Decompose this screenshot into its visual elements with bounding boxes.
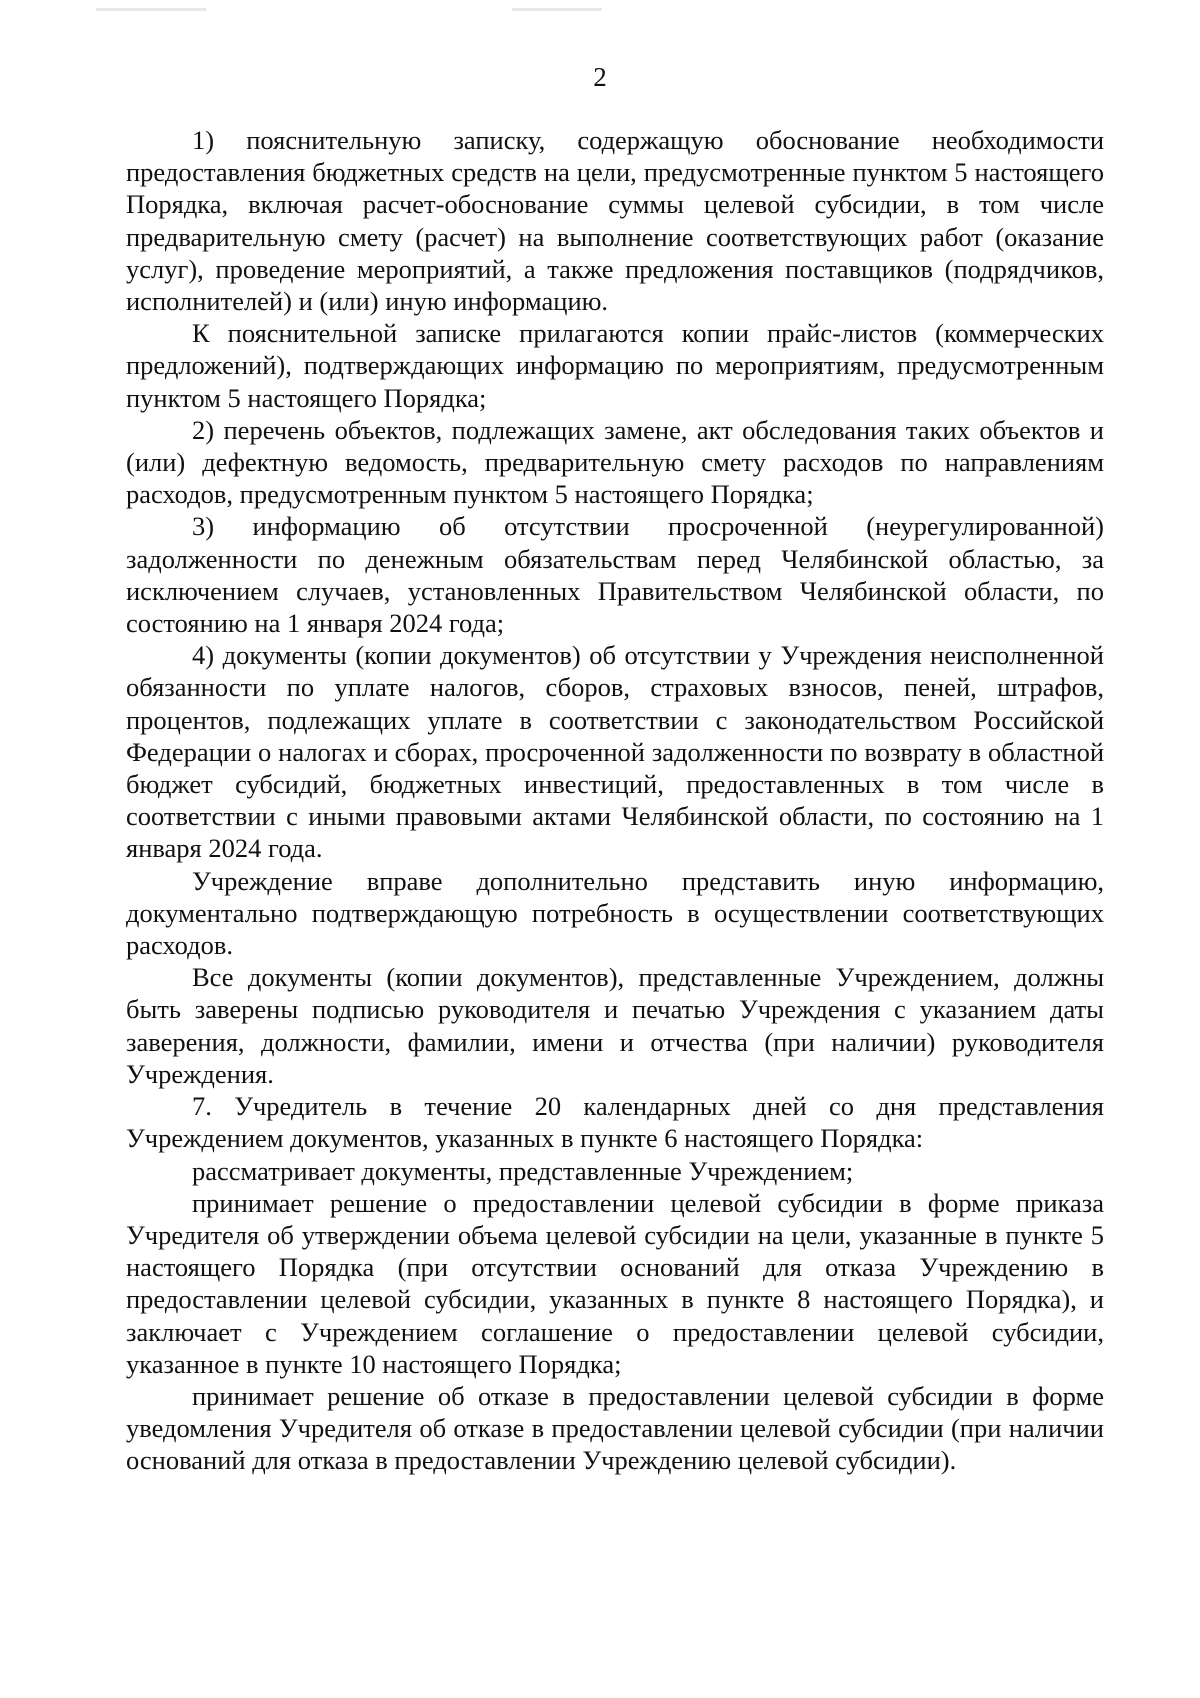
paragraph-item-7: 7. Учредитель в течение 20 календарных дней со дня представления Учреждением документов, указанных в пункте 6 настоящего Порядка: <box>126 1091 1104 1154</box>
paragraph-grant-decision: принимает решение о предоставлении целевой субсидии в форме приказа Учредителя об утверждении объема целевой субсидии на цели, указанные в пункте 5 настоящего Порядка (при отсутствии оснований для отказа Учреждению в предоставлении целевой субсидии, указанных в пункте 8 настоящего Порядка), и заключает с Учреждением соглашение о предоставлении целевой субсидии, указанное в пункте 10 настоящего Порядка; <box>126 1187 1104 1379</box>
paragraph-refusal-decision: принимает решение об отказе в предоставлении целевой субсидии в форме уведомления Учредителя об отказе в предоставлении целевой субсидии (при наличии оснований для отказа в предоставлении Учреждению целевой субсидии). <box>126 1380 1104 1476</box>
paragraph-debt-info: 3) информацию об отсутствии просроченной (неурегулированной) задолженности по денежным обязательствам перед Челябинской областью, за исключением случаев, установленных Правительством Челябинской области, по состоянию на 1 января 2024 года; <box>126 511 1104 639</box>
scan-artifact <box>96 8 206 11</box>
paragraph-explanatory-note: 1) пояснительную записку, содержащую обоснование необходимости предоставления бюджетных средств на цели, предусмотренные пунктом 5 настоящего Порядка, включая расчет-обоснование суммы целевой субсидии, в том числе предварительную смету (расчет) на выполнение соответствующих работ (оказание услуг), проведение мероприятий, а также предложения поставщиков (подрядчиков, исполнителей) и (или) иную информацию. <box>126 125 1104 317</box>
document-body <box>126 124 1104 1477</box>
paragraph-reviews-documents: рассматривает документы, представленные Учреждением; <box>192 1155 854 1186</box>
paragraph-tax-documents: 4) документы (копии документов) об отсутствии у Учреждения неисполненной обязанности по уплате налогов, сборов, страховых взносов, пеней, штрафов, процентов, подлежащих уплате в соответствии с законодательством Российской Федерации о налогах и сборах, просроченной задолженности по возврату в областной бюджет субсидий, бюджетных инвестиций, предоставленных в том числе в соответствии с иными правовыми актами Челябинской области, по состоянию на 1 января 2024 года. <box>126 640 1104 864</box>
paragraph-objects-list: 2) перечень объектов, подлежащих замене, акт обследования таких объектов и (или) дефектную ведомость, предварительную смету расходов по направлениям расходов, предусмотренным пунктом 5 настоящего Порядка; <box>126 414 1104 510</box>
paragraph-additional-info: Учреждение вправе дополнительно представить иную информацию, документально подтверждающую потребность в осуществлении соответствующих расходов. <box>126 865 1104 961</box>
paragraph-certification: Все документы (копии документов), представленные Учреждением, должны быть заверены подписью руководителя и печатью Учреждения с указанием даты заверения, должности, фамилии, имени и отчества (при наличии) руководителя Учреждения. <box>126 962 1104 1089</box>
page-number: 2 <box>593 62 607 92</box>
paragraph-price-lists: К пояснительной записке прилагаются копии прайс-листов (коммерческих предложений), подтверждающих информацию по мероприятиям, предусмотренным пунктом 5 настоящего Порядка; <box>126 318 1104 413</box>
scan-artifact <box>512 8 602 11</box>
